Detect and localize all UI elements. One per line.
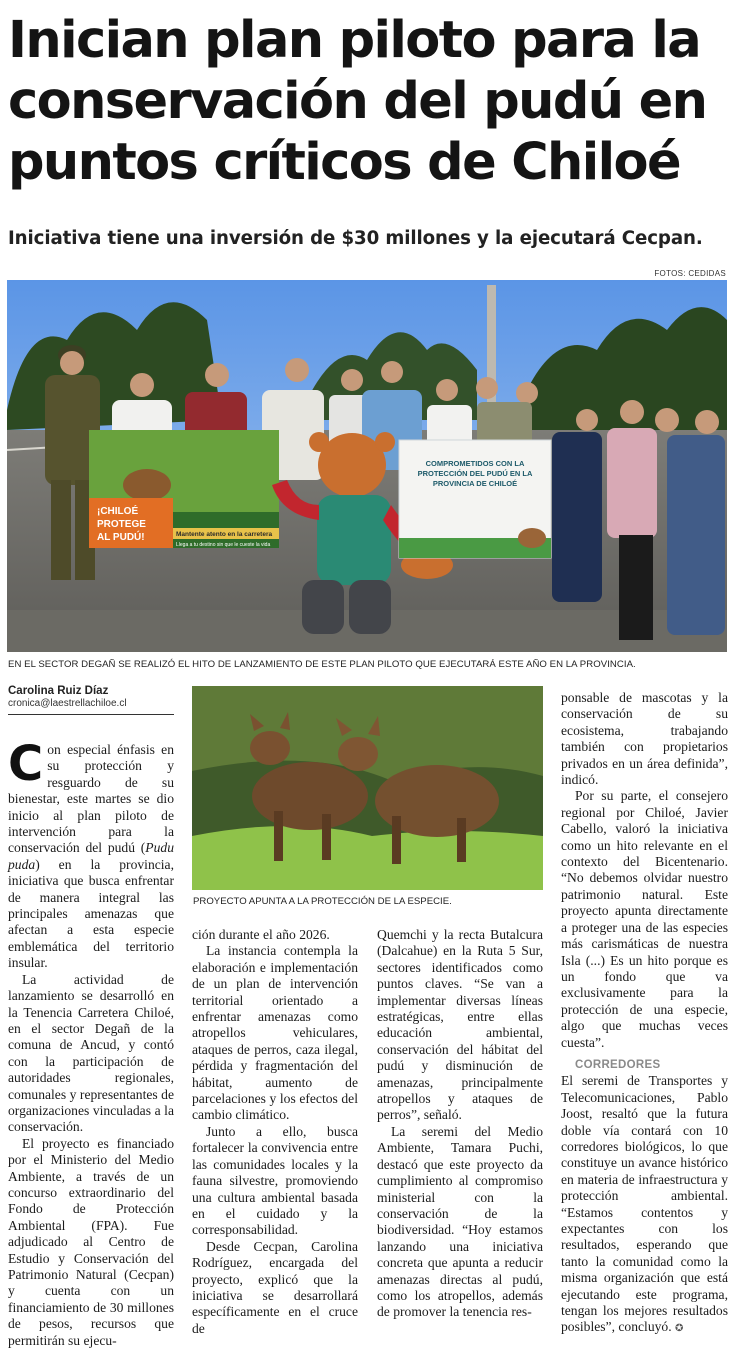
paragraph: Junto a ello, busca fortalecer la convivencia entre las comunidades locales y la fauna silvestre, promoviendo una cultura ambiental basada en el cuidado y la corresponsabilidad. — [192, 1123, 358, 1238]
paragraph-text: ) en la provincia, iniciativa que busca enfrentar de manera integral las principales amenazas que afectan a esta especie emblemática del territorio insular. — [8, 856, 174, 971]
paragraph: ponsable de mascotas y la conservación de su ecosistema, trabajando también con propietarios privados en un área definida”, indicó. — [561, 690, 728, 788]
section-heading: CORREDORES — [575, 1058, 661, 1071]
paragraph: La seremi del Medio Ambiente, Tamara Puchi, destacó que este proyecto da cumplimiento al compromiso ministerial con la conservación de la biodiversidad. “Hoy estamos lanzando una iniciativa concreta que apunta a reducir amenazas directas al pudú, como los atropellos, además de promover la tenencia res- — [377, 1123, 543, 1320]
headline: Inician plan piloto para la conservación del pudú en puntos críticos de Chiloé — [8, 11, 707, 192]
paragraph: ción durante el año 2026. — [192, 927, 330, 942]
paragraph: Desde Cecpan, Carolina Rodríguez, encargada del proyecto, explicó que la iniciativa se desarrollará específicamente en el cruce de — [192, 1238, 358, 1336]
paragraph — [561, 1073, 728, 1338]
sign-left-banner: Mantente atento en la carretera — [176, 531, 273, 538]
paragraph: El proyecto es financiado por el Ministerio del Medio Ambiente, a través de un concurso extraordinario del Fondo de Protección Ambiental (FPA). Fue adjudicado al Centro de Estudio y Conservación del Patrimonio Natural (Cecpan) y cuenta con un financiamiento de 30 millones de pesos, recursos que permitirán su ejecu- — [8, 1135, 174, 1348]
byline — [8, 685, 174, 715]
sign-left-line2: PROTEGE — [97, 519, 146, 530]
subheadline: Iniciativa tiene una inversión de $30 millones y la ejecutará Cecpan. — [8, 228, 703, 249]
paragraph: Quemchi y la recta Butalcura (Dalcahue) en la Ruta 5 Sur, sectores identificados como puntos claves. “Se van a implementar diversas líneas estratégicas, entre ellas educación ambiental, conservación del hábitat del pudú y disminución de amenazas, principalmente atropellos y ataques de perros”, señaló. — [377, 927, 543, 1123]
article-column-4 — [561, 690, 728, 1337]
drop-cap: C — [8, 736, 44, 792]
main-photo — [7, 280, 727, 652]
paragraph: La instancia contempla la elaboración e implementación de un plan de intervención territorial orientado a enfrentar amenazas como atropellos vehiculares, ataques de perros, caza ilegal, pérdida y fragmentación del hábitat, aumento de parcelaciones y los efectos del cambio climático. — [192, 943, 358, 1123]
paragraph: Por su parte, el consejero regional por Chiloé, Javier Cabello, valoró la iniciativa como un hito relevante en el contexto del Bicentenario. “No debemos olvidar nuestro patrimonio natural. Este proyecto apunta directamente a proteger una de las especies más carismáticas de nuestra Isla (...) Es un hito porque es un fondo que va exclusivamente para la protección de una especie, algo que muchas veces cuesta”. — [561, 788, 728, 1050]
paragraph: La actividad de lanzamiento se desarrolló en la Tenencia Carretera Chiloé, en el sector Degañ de la comuna de Ancud, y contó con la participación de autoridades regionales, comunales y representantes de organizaciones vinculadas a la conservación. — [8, 971, 174, 1135]
sign-right-line2: PROTECCIÓN DEL PUDÚ EN LA — [417, 469, 533, 478]
paragraph-text: El seremi de Transportes y Telecomunicaciones, Pablo Joost, resaltó que la futura doble vía contará con 10 corredores biológicos, lo que constituye un avance histórico en materia de infraestructura y protección ambiental. “Estamos contentos y expectantes con los resultados, esperando que tanto la comunidad como la misma organización que está ejecutando este programa, tengan los mejores resultados posibles”, concluyó. — [561, 1073, 728, 1335]
sign-left-tagline: Llega a tu destino sin que le cueste la vida — [176, 542, 271, 548]
end-mark-icon: ✪ — [675, 1323, 684, 1335]
sign-left-line1: ¡CHILOÉ — [97, 506, 139, 517]
article-column-1 — [8, 736, 174, 1348]
author-name: Carolina Ruiz Díaz — [8, 685, 109, 697]
sign-left-line3: AL PUDÚ! — [97, 532, 145, 543]
paragraph-text: on especial énfasis en su protección y resguardo de su bienestar, este martes se dio inicio al plan piloto de intervención para la conservación del pudú ( — [8, 742, 174, 856]
article-column-3 — [377, 927, 543, 1337]
sign-right-line3: PROVINCIA DE CHILOÉ — [432, 479, 518, 488]
species-name: Pudu puda — [8, 840, 174, 872]
pudu-photo-caption: PROYECTO APUNTA A LA PROTECCIÓN DE LA ESPECIE. — [193, 896, 452, 907]
article-column-2 — [192, 927, 358, 1337]
paragraph — [8, 736, 174, 972]
sign-right-line1: COMPROMETIDOS CON LA — [425, 459, 525, 468]
main-photo-caption: EN EL SECTOR DEGAÑ SE REALIZÓ EL HITO DE LANZAMIENTO DE ESTE PLAN PILOTO QUE EJECUTARÁ ESTE AÑO EN LA PROVINCIA. — [8, 659, 636, 670]
author-email: cronica@laestrellachiloe.cl — [8, 698, 127, 709]
photo-credit: FOTOS: CEDIDAS — [654, 269, 726, 278]
pudu-photo — [192, 686, 543, 890]
